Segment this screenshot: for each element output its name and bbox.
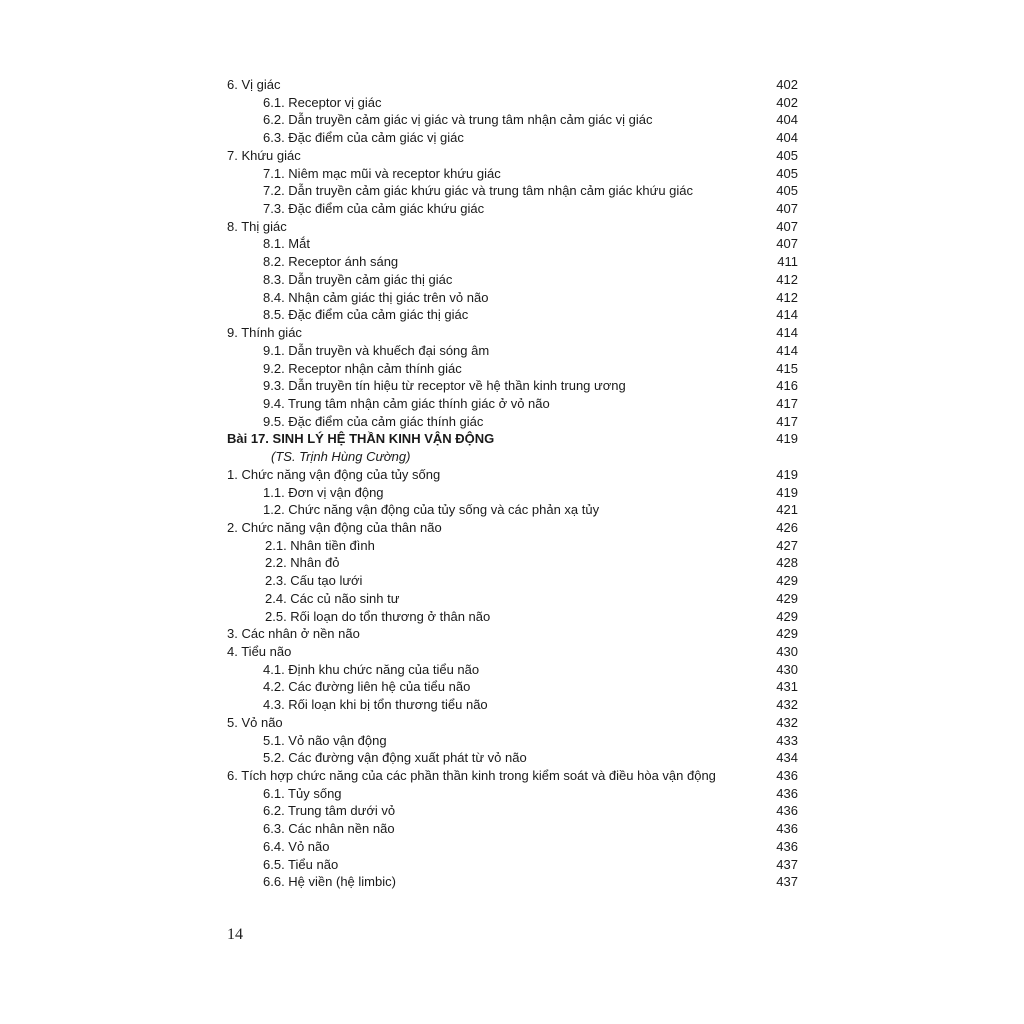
toc-entry-page: 434 — [776, 750, 798, 766]
toc-entry-page: 404 — [776, 130, 798, 146]
toc-entry — [0, 732, 1024, 750]
toc-entry — [0, 714, 1024, 732]
toc-entry — [0, 519, 1024, 537]
toc-entry-title: 8.2. Receptor ánh sáng — [263, 254, 399, 270]
toc-entry-page: 402 — [776, 94, 798, 110]
toc-entry-page: 405 — [776, 165, 798, 181]
toc-entry-title: 4.1. Định khu chức năng của tiểu não — [263, 661, 480, 677]
toc-entry — [0, 306, 1024, 324]
toc-entry — [0, 395, 1024, 413]
toc-entry-title: 1.2. Chức năng vận động của tủy sống và các phản xạ tủy — [263, 502, 600, 518]
toc-entry-title: 6.1. Tủy sống — [263, 785, 342, 801]
toc-entry — [0, 590, 1024, 608]
toc-entry-page: 437 — [776, 874, 798, 890]
toc-entry-title: 9. Thính giác — [227, 325, 302, 341]
toc-entry-page: 417 — [776, 395, 798, 411]
toc-entry-title: 6.1. Receptor vị giác — [263, 94, 382, 110]
toc-entry-page: 414 — [776, 342, 798, 358]
toc-entry — [0, 785, 1024, 803]
toc-entry-page: 429 — [776, 573, 798, 589]
toc-entry — [0, 235, 1024, 253]
toc-entry — [0, 572, 1024, 590]
toc-entry — [0, 608, 1024, 626]
toc-entry-page: 436 — [776, 821, 798, 837]
toc-entry-title: 5.2. Các đường vận động xuất phát từ vỏ não — [263, 750, 527, 766]
toc-entry-title: 1. Chức năng vận động của tủy sống — [227, 466, 441, 482]
toc-entry-title: 9.4. Trung tâm nhận cảm giác thính giác ở vỏ não — [263, 395, 550, 411]
toc-entry — [0, 147, 1024, 165]
toc-entry — [0, 484, 1024, 502]
toc-entry-title: 6.3. Các nhân nền não — [263, 821, 395, 837]
toc-entry — [0, 820, 1024, 838]
toc-entry-page: 421 — [776, 502, 798, 518]
toc-entry — [0, 856, 1024, 874]
toc-entry-page: 426 — [776, 519, 798, 535]
toc-entry-title: 4. Tiểu não — [227, 644, 292, 659]
toc-entry-page: 430 — [776, 661, 798, 677]
toc-entry-page: 433 — [776, 732, 798, 748]
toc-entry — [0, 554, 1024, 572]
toc-entry-title: 2.2. Nhân đỏ — [265, 555, 340, 571]
toc-entry — [0, 537, 1024, 555]
toc-entry — [0, 271, 1024, 289]
toc-entry-title: Bài 17. SINH LÝ HỆ THẦN KINH VẬN ĐỘNG — [227, 431, 495, 447]
toc-entry-page: 419 — [776, 466, 798, 482]
toc-entry-title: 2.1. Nhân tiền đình — [265, 537, 375, 553]
toc-entry-title: 6.5. Tiểu não — [263, 856, 339, 872]
toc-entry-page: 412 — [776, 271, 798, 287]
toc-entry — [0, 76, 1024, 94]
table-of-contents — [0, 76, 1024, 891]
toc-entry-title: 6.4. Vỏ não — [263, 838, 330, 854]
toc-entry-title: 2. Chức năng vận động của thân não — [227, 519, 442, 535]
toc-entry — [0, 678, 1024, 696]
toc-entry — [0, 767, 1024, 785]
toc-entry-page: 431 — [776, 679, 798, 695]
toc-entry-page: 432 — [776, 697, 798, 713]
page-number: 14 — [227, 926, 243, 943]
toc-entry-page: 436 — [776, 768, 798, 784]
toc-entry-title: 5.1. Vỏ não vận động — [263, 732, 387, 748]
toc-entry-page: 436 — [776, 838, 798, 854]
toc-entry-page: 436 — [776, 785, 798, 801]
toc-entry — [0, 661, 1024, 679]
toc-entry — [0, 696, 1024, 714]
toc-entry-page: 428 — [776, 555, 798, 571]
toc-entry-page: 437 — [776, 856, 798, 872]
toc-entry-title: 7. Khứu giác — [227, 147, 301, 163]
toc-entry-title: 7.1. Niêm mạc mũi và receptor khứu giác — [263, 165, 501, 181]
toc-entry-page: 430 — [776, 644, 798, 659]
toc-entry-page: 414 — [776, 325, 798, 341]
toc-entry-title: 9.5. Đặc điểm của cảm giác thính giác — [263, 413, 484, 429]
toc-entry-page: 416 — [776, 378, 798, 394]
toc-entry — [0, 324, 1024, 342]
toc-entry — [0, 360, 1024, 378]
toc-entry-title: 9.1. Dẫn truyền và khuếch đại sóng âm — [263, 342, 490, 358]
toc-entry-title: 6.3. Đặc điểm của cảm giác vị giác — [263, 130, 464, 146]
toc-entry-page: 427 — [776, 537, 798, 553]
toc-entry-title: (TS. Trịnh Hùng Cường) — [271, 449, 411, 465]
toc-entry-page: 415 — [776, 360, 798, 376]
toc-entry-page: 419 — [776, 484, 798, 500]
toc-entry — [0, 377, 1024, 395]
toc-entry — [0, 94, 1024, 112]
toc-entry-page: 414 — [776, 307, 798, 323]
toc-entry — [0, 838, 1024, 856]
toc-entry — [0, 873, 1024, 891]
toc-entry-title: 1.1. Đơn vị vận động — [263, 484, 384, 500]
toc-entry — [0, 200, 1024, 218]
toc-entry — [0, 342, 1024, 360]
toc-entry-title: 8.4. Nhận cảm giác thị giác trên vỏ não — [263, 289, 489, 305]
toc-entry-title: 7.2. Dẫn truyền cảm giác khứu giác và trung tâm nhận cảm giác khứu giác — [263, 183, 694, 199]
toc-entry — [0, 218, 1024, 236]
toc-entry — [0, 749, 1024, 767]
toc-entry — [0, 182, 1024, 200]
toc-entry-title: 2.3. Cấu tạo lưới — [265, 573, 363, 589]
toc-entry-title: 4.2. Các đường liên hệ của tiểu não — [263, 679, 471, 695]
toc-entry-page: 436 — [776, 803, 798, 819]
toc-entry-title: 8. Thị giác — [227, 218, 287, 234]
toc-entry — [0, 501, 1024, 519]
toc-entry-title: 8.3. Dẫn truyền cảm giác thị giác — [263, 271, 453, 287]
toc-entry-page: 407 — [776, 236, 798, 252]
toc-entry-page: 407 — [776, 218, 798, 234]
toc-entry — [0, 802, 1024, 820]
toc-entry-title: 6.2. Trung tâm dưới vỏ — [263, 803, 396, 819]
toc-entry-title: 2.4. Các củ não sinh tư — [265, 590, 400, 606]
toc-entry-page: 419 — [776, 431, 798, 447]
toc-entry-page: 402 — [776, 77, 798, 92]
toc-entry — [0, 111, 1024, 129]
toc-entry-page: 412 — [776, 289, 798, 305]
toc-entry-title: 6.2. Dẫn truyền cảm giác vị giác và trung tâm nhận cảm giác vị giác — [263, 112, 653, 128]
toc-entry-title: 5. Vỏ não — [227, 714, 283, 730]
toc-entry-title: 6. Tích hợp chức năng của các phần thần kinh trong kiểm soát và điều hòa vận động — [227, 768, 716, 784]
toc-entry-title: 2.5. Rối loạn do tổn thương ở thân não — [265, 608, 491, 624]
toc-entry-title: 6. Vị giác — [227, 77, 281, 92]
toc-entry-title: 8.5. Đặc điểm của cảm giác thị giác — [263, 307, 469, 323]
toc-entry-title: 4.3. Rối loạn khi bị tổn thương tiểu não — [263, 697, 488, 713]
toc-entry — [0, 165, 1024, 183]
toc-entry-page: 404 — [776, 112, 798, 128]
toc-entry-title: 7.3. Đặc điểm của cảm giác khứu giác — [263, 201, 485, 217]
chapter-author — [0, 448, 1024, 466]
toc-entry — [0, 253, 1024, 271]
toc-entry — [0, 466, 1024, 484]
toc-entry-page: 405 — [776, 147, 798, 163]
toc-entry-page: 429 — [776, 626, 798, 642]
toc-entry-page: 417 — [776, 413, 798, 429]
toc-entry-page: 407 — [776, 201, 798, 217]
toc-entry-title: 6.6. Hệ viền (hệ limbic) — [263, 874, 396, 890]
toc-entry-page: 429 — [776, 590, 798, 606]
toc-entry-title: 9.3. Dẫn truyền tín hiệu từ receptor về hệ thần kinh trung ương — [263, 378, 626, 394]
toc-entry-title: 8.1. Mắt — [263, 236, 310, 252]
toc-entry — [0, 289, 1024, 307]
toc-entry — [0, 625, 1024, 643]
toc-entry-page: 429 — [776, 608, 798, 624]
toc-entry-title: 9.2. Receptor nhận cảm thính giác — [263, 360, 462, 376]
toc-entry-title: 3. Các nhân ở nền não — [227, 626, 360, 642]
toc-entry — [0, 413, 1024, 431]
toc-entry — [0, 643, 1024, 661]
toc-entry — [0, 129, 1024, 147]
toc-entry-page: 411 — [777, 254, 798, 270]
chapter-heading — [0, 430, 1024, 448]
toc-entry-page: 432 — [776, 714, 798, 730]
toc-entry-page: 405 — [776, 183, 798, 199]
